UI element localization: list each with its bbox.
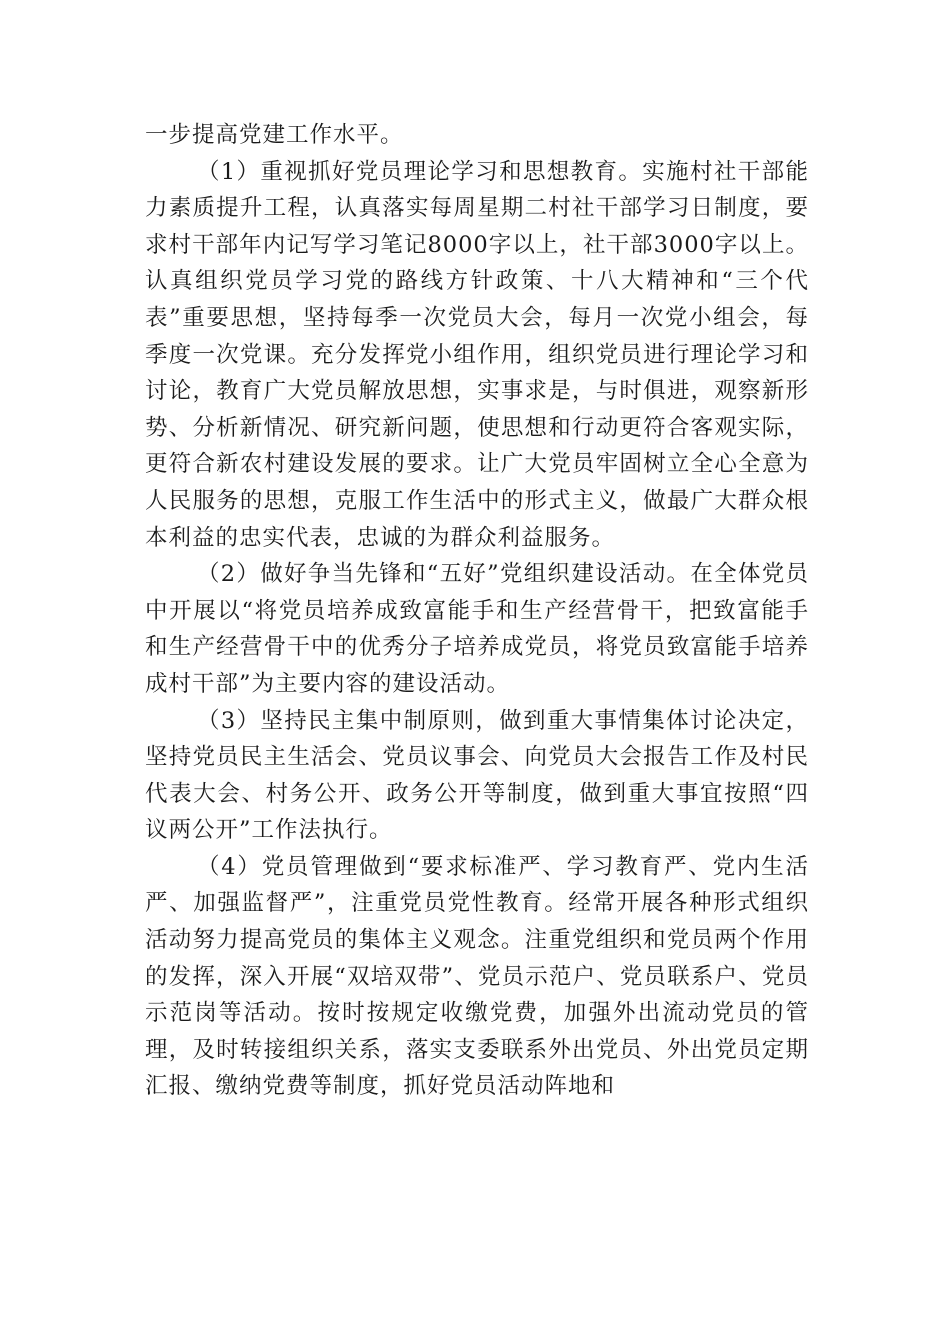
- paragraph-item-3: （3）坚持民主集中制原则，做到重大事情集体讨论决定，坚持党员民主生活会、党员议事会、向党员大会报告工作及村民代表大会、村务公开、政务公开等制度，做到重大事宜按照“四议两公开”工作法执行。: [145, 707, 809, 844]
- paragraph-item-1: （1）重视抓好党员理论学习和思想教育。实施村社干部能力素质提升工程，认真落实每周星期二村社干部学习日制度，要求村干部年内记写学习笔记8000字以上，社干部3000字以上。认真组织党员学习党的路线方针政策、十八大精神和“三个代表”重要思想，坚持每季一次党员大会，每月一次党小组会，每季度一次党课。充分发挥党小组作用，组织党员进行理论学习和讨论，教育广大党员解放思想，实事求是，与时俱进，观察新形势、分析新情况、研究新问题，使思想和行动更符合客观实际，更符合新农村建设发展的要求。让广大党员牢固树立全心全意为人民服务的思想，克服工作生活中的形式主义，做最广大群众根本利益的忠实代表，忠诚的为群众利益服务。: [145, 158, 809, 551]
- paragraph-item-2: （2）做好争当先锋和“五好”党组织建设活动。在全体党员中开展以“将党员培养成致富能手和生产经营骨干，把致富能手和生产经营骨干中的优秀分子培养成党员，将党员致富能手培养成村干部”为主要内容的建设活动。: [145, 561, 809, 697]
- paragraph-continuation: 一步提高党建工作水平。: [145, 122, 404, 148]
- paragraph-item-4: （4）党员管理做到“要求标准严、学习教育严、党内生活严、加强监督严”，注重党员党性教育。经常开展各种形式组织活动努力提高党员的集体主义观念。注重党组织和党员两个作用的发挥，深入开展“双培双带”、党员示范户、党员联系户、党员示范岗等活动。按时按规定收缴党费，加强外出流动党员的管理，及时转接组织关系，落实支委联系外出党员、外出党员定期汇报、缴纳党费等制度，抓好党员活动阵地和: [145, 853, 809, 1100]
- document-body: [145, 117, 809, 1105]
